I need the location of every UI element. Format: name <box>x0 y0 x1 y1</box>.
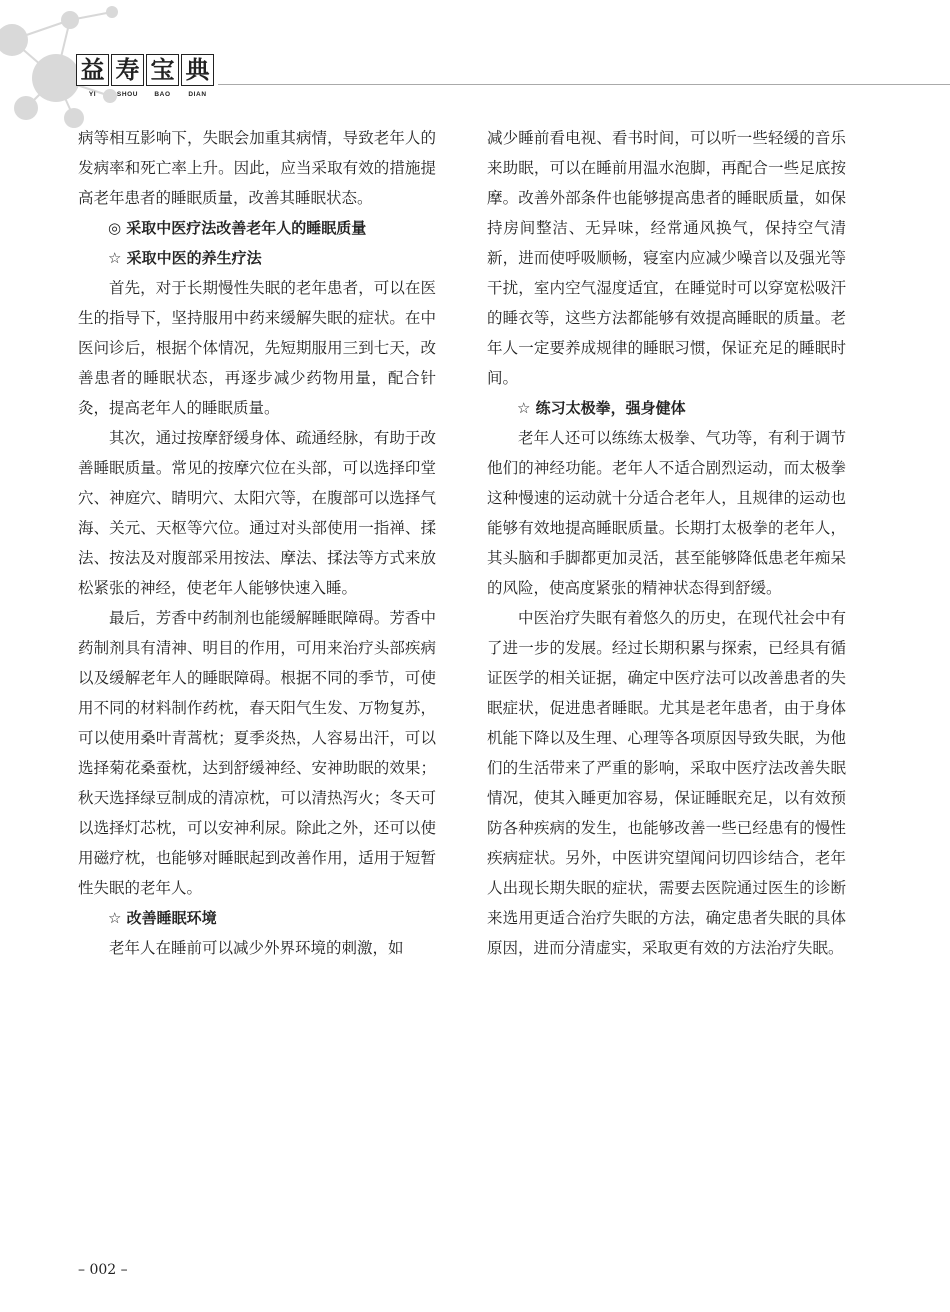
masthead-pinyin-syllable: SHOU <box>116 91 139 98</box>
subsection-heading: ☆ 采取中医的养生疗法 <box>108 249 262 267</box>
masthead-pinyin <box>76 91 214 98</box>
masthead-title-char: 典 <box>181 54 214 86</box>
paragraph: 其次，通过按摩舒缓身体、疏通经脉，有助于改善睡眠质量。常见的按摩穴位在头部，可以选择印堂穴、神庭穴、睛明穴、太阳穴等，在腹部可以选择气海、关元、天枢等穴位。通过对头部使用一指禅、揉法、按法及对腹部采用按法、摩法、揉法等方式来放松紧张的神经，使老年人能够快速入睡。 <box>78 429 436 597</box>
subsection-heading: ☆ 练习太极拳，强身健体 <box>517 399 686 417</box>
paragraph: 首先，对于长期慢性失眠的老年患者，可以在医生的指导下，坚持服用中药来缓解失眠的症状。在中医问诊后，根据个体情况，先短期服用三到七天，改善患者的睡眠状态，再逐步减少药物用量，配合针灸，提高老年人的睡眠质量。 <box>78 279 436 417</box>
masthead-title-char: 寿 <box>111 54 144 86</box>
masthead-pinyin-syllable: BAO <box>154 91 171 98</box>
paragraph: 老年人在睡前可以减少外界环境的刺激，如 <box>109 939 404 957</box>
masthead-title-char: 宝 <box>146 54 179 86</box>
masthead <box>76 54 214 98</box>
left-column <box>78 123 436 963</box>
paragraph: 减少睡前看电视、看书时间，可以听一些轻缓的音乐来助眠，可以在睡前用温水泡脚，再配合一些足底按摩。改善外部条件也能够提高患者的睡眠质量，如保持房间整洁、无异味，经常通风换气，保持空气清新，进而使呼吸顺畅，寝室内应减少噪音以及强光等干扰，室内空气湿度适宜，在睡觉时可以穿宽松吸汗的睡衣等，这些方法都能够有效提高睡眠的质量。老年人一定要养成规律的睡眠习惯，保证充足的睡眠时间。 <box>487 129 846 387</box>
page-number: – 002 – <box>78 1262 128 1278</box>
paragraph: 最后，芳香中药制剂也能缓解睡眠障碍。芳香中药制剂具有清神、明目的作用，可用来治疗头部疾病以及缓解老年人的睡眠障碍。根据不同的季节，可使用不同的材料制作药枕，春天阳气生发、万物复苏，可以使用桑叶青蒿枕；夏季炎热，人容易出汗，可以选择菊花桑蚕枕，达到舒缓神经、安神助眠的效果；秋天选择绿豆制成的清凉枕，可以清热泻火；冬天可以选择灯芯枕，可以安神利尿。除此之外，还可以使用磁疗枕，也能够对睡眠起到改善作用，适用于短暂性失眠的老年人。 <box>78 609 436 897</box>
paragraph: 老年人还可以练练太极拳、气功等，有利于调节他们的神经功能。老年人不适合剧烈运动，而太极拳这种慢速的运动就十分适合老年人，且规律的运动也能够有效地提高睡眠质量。长期打太极拳的老年人，其头脑和手脚都更加灵活，甚至能够降低患老年痴呆的风险，使高度紧张的精神状态得到舒缓。 <box>487 429 846 597</box>
subsection-heading: ☆ 改善睡眠环境 <box>108 909 217 927</box>
masthead-title <box>76 54 214 86</box>
masthead-pinyin-syllable: YI <box>88 91 97 98</box>
paragraph: 病等相互影响下，失眠会加重其病情，导致老年人的发病率和死亡率上升。因此，应当采取有效的措施提高老年患者的睡眠质量，改善其睡眠状态。 <box>78 129 436 207</box>
masthead-pinyin-syllable: DIAN <box>188 91 207 98</box>
paragraph: 中医治疗失眠有着悠久的历史，在现代社会中有了进一步的发展。经过长期积累与探索，已经具有循证医学的相关证据，确定中医疗法可以改善患者的失眠症状，促进患者睡眠。尤其是老年患者，由于身体机能下降以及生理、心理等各项原因导致失眠，为他们的生活带来了严重的影响，采取中医疗法改善失眠情况，使其入睡更加容易，保证睡眠充足，以有效预防各种疾病的发生，也能够改善一些已经患有的慢性疾病症状。另外，中医讲究望闻问切四诊结合，老年人出现长期失眠的症状，需要去医院通过医生的诊断来选用更适合治疗失眠的方法，确定患者失眠的具体原因，进而分清虚实，采取更有效的方法治疗失眠。 <box>487 609 846 957</box>
masthead-title-char: 益 <box>76 54 109 86</box>
section-heading: ◎ 采取中医疗法改善老年人的睡眠质量 <box>108 219 367 237</box>
header-rule <box>218 84 950 85</box>
right-column <box>487 123 846 963</box>
